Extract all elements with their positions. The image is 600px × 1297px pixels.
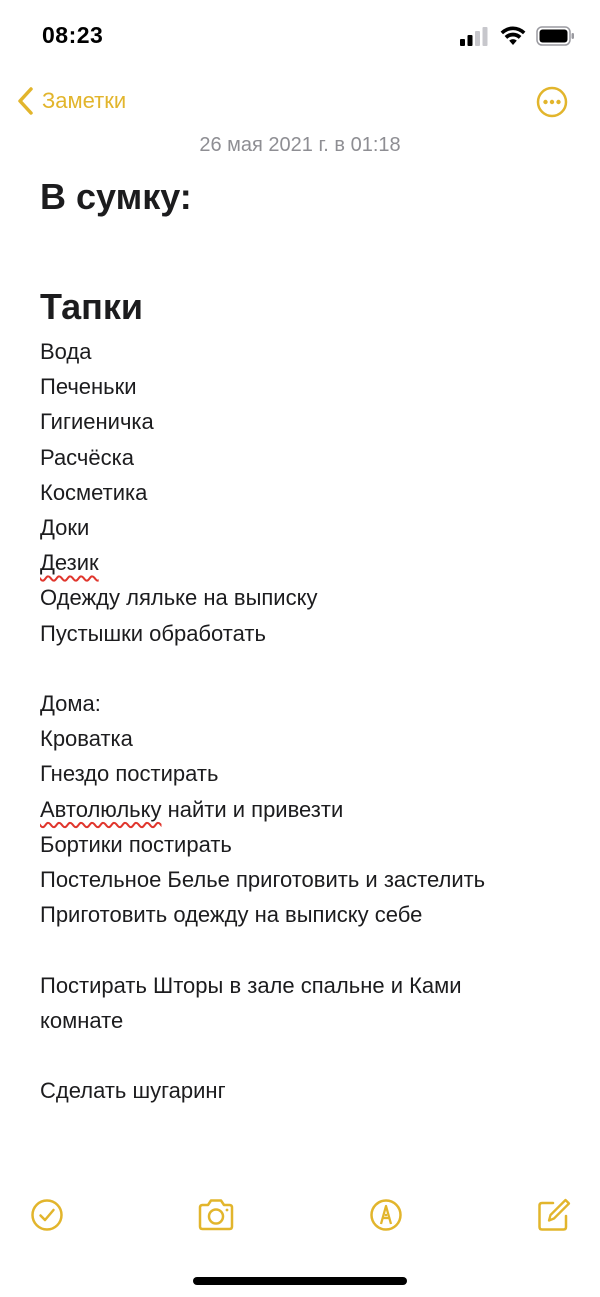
note-blank-line [40, 1038, 560, 1073]
note-line: комнате [40, 1007, 124, 1033]
bottom-toolbar [0, 1195, 600, 1235]
note-subheading: Дома: [40, 691, 101, 717]
markup-button[interactable] [366, 1195, 406, 1235]
note-line-rest: найти и привезти [161, 796, 344, 822]
ellipsis-circle-icon [536, 86, 568, 118]
note-line: Вода [40, 339, 92, 364]
status-icons [460, 24, 576, 48]
checkmark-circle-icon [30, 1198, 64, 1232]
compose-icon [536, 1197, 572, 1233]
note-line: Гнездо постирать [40, 761, 219, 787]
back-label: Заметки [42, 88, 127, 113]
note-title: В сумку: [40, 176, 192, 217]
compose-button[interactable] [534, 1195, 574, 1235]
note-heading: Тапки [40, 286, 144, 327]
note-line: Расчёска [40, 444, 134, 470]
pen-circle-icon [369, 1198, 403, 1232]
misspelled-word[interactable]: Дезик [40, 550, 99, 576]
note-line: Кроватка [40, 726, 133, 752]
note-line: Бортики постирать [40, 831, 232, 857]
note-blank-line [40, 651, 560, 686]
nav-bar [0, 80, 600, 124]
battery-icon [536, 26, 576, 46]
note-line-spellcheck [40, 792, 560, 827]
note-line: Одежду ляльке на выписку [40, 585, 318, 611]
wifi-icon [500, 26, 526, 46]
note-line: Пустышки обработать [40, 620, 266, 646]
cellular-signal-icon [460, 26, 490, 46]
status-bar [0, 0, 600, 72]
status-time: 08:23 [42, 22, 104, 48]
home-indicator[interactable] [193, 1277, 407, 1285]
note-line: Постельное Белье приготовить и застелить [40, 867, 486, 893]
note-line: Доки [40, 515, 90, 541]
note-line: Постирать Шторы в зале спальне и Ками [40, 972, 462, 998]
note-line-spellcheck [40, 545, 560, 580]
checklist-button[interactable] [27, 1195, 67, 1235]
note-line: Косметика [40, 479, 148, 505]
note-body[interactable] [40, 170, 560, 1108]
misspelled-word[interactable]: Автолюльку [40, 796, 162, 822]
note-line: Гигиеничка [40, 409, 154, 435]
back-button[interactable] [16, 84, 126, 118]
note-line: Печеньки [40, 374, 137, 400]
camera-button[interactable] [196, 1195, 236, 1235]
note-line: Приготовить одежду на выписку себе [40, 902, 423, 928]
chevron-left-icon [16, 84, 36, 118]
camera-icon [196, 1198, 236, 1232]
note-line: Сделать шугаринг [40, 1078, 226, 1104]
note-date: 26 мая 2021 г. в 01:18 [199, 134, 401, 156]
note-blank-line [40, 932, 560, 967]
more-button[interactable] [536, 86, 568, 118]
